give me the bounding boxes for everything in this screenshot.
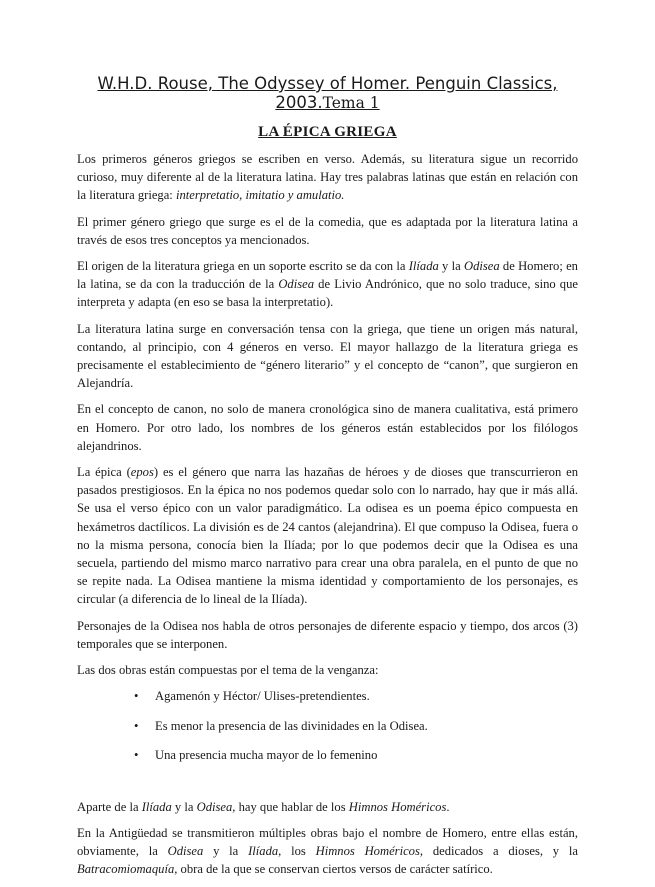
list-item: • Es menor la presencia de las divinidades en la Odisea. [134,718,428,733]
paragraph-4: La literatura latina surge en conversación tensa con la griega, que tiene un origen más natural, contando, al principio, con 4 géneros en verso. El mayor hallazgo de la literatura griega es precisamente el establecimiento de “género literario” y el concepto de “canon”, que surgieron en Alejandría. [77,321,578,391]
document-body [77,150,578,887]
bullet-icon: • [134,689,139,704]
paragraph-2: El primer género griego que surge es el de la comedia, que es adaptada por la literatura latina a través de esos tres conceptos ya mencionados. [77,214,578,247]
paragraph-10: En la Antigüedad se transmitieron múltiples obras bajo el nombre de Homero, entre ellas están, obviamente, la Odisea y la Ilíada, los Himnos Homéricos, dedicados a dioses, y la Batracomiomaquía, obra de la que se conservan ciertos versos de carácter satírico. [77,825,578,877]
paragraph-1: Los primeros géneros griegos se escriben en verso. Además, su literatura sigue un recorrido curioso, muy diferente al de la literatura latina. Hay tres palabras latinas que están en relación con la literatura griega: interpretatio, imitatio y amulatio. [77,152,578,203]
bullet-icon: • [134,748,139,763]
citation-line-1: W.H.D. Rouse, The Odyssey of Homer. Penguin Classics, [97,74,558,93]
citation-year: 2003. [275,93,323,112]
bullet-icon: • [134,718,139,733]
list-item: • Agamenón y Héctor/ Ulises-pretendientes. [134,689,370,704]
list-item: • Una presencia mucha mayor de lo femenino [134,748,378,763]
paragraph-3: El origen de la literatura griega en un soporte escrito se da con la Ilíada y la Odisea de Homero; en la latina, se da con la traducción de la Odisea de Livio Andrónico, que no solo traduce, sino que interpreta y adapta (en eso se basa la interpretatio). [77,259,578,310]
spacer [77,776,578,798]
tema-label: Tema 1 [322,94,380,112]
paragraph-6: La épica (epos) es el género que narra las hazañas de héroes y de dioses que transcurrieron en pasados prestigiosos. En la épica no nos podemos quedar solo con lo narrado, hay que ir más allá. Se usa el verso épico con un valor paradigmático. La odisea es un poema épico compuesta en hexámetros dactílicos. La división es de 24 cantos (alejandrina). El que compuso la Odisea, fuera o no la misma persona, conocía bien la Ilíada; por lo que podemos decir que la Odisea es una secuela, partiendo del mismo marco narrativo para crear una obra paralela, en el punto de que no se repite nada. La Odisea mantiene la misma identidad y comportamiento de los personajes, es circular (a diferencia de lo lineal de la Ilíada). [77,465,579,607]
paragraph-7: Personajes de la Odisea nos habla de otros personajes de diferente espacio y tiempo, dos arcos (3) temporales que se interponen. [77,618,578,651]
citation-line-2 [70,93,585,113]
citation-header [70,74,585,113]
bullet-list [77,687,578,764]
page-title: LA ÉPICA GRIEGA [258,124,397,140]
paragraph-9: Aparte de la Ilíada y la Odisea, hay que hablar de los Himnos Homéricos. [77,799,450,814]
paragraph-8: Las dos obras están compuestas por el tema de la venganza: [77,663,379,678]
paragraph-5: En el concepto de canon, no solo de manera cronológica sino de manera cualitativa, está primero en Homero. Por otro lado, los nombres de los géneros están establecidos por los filólogos alejandrinos. [77,402,578,453]
